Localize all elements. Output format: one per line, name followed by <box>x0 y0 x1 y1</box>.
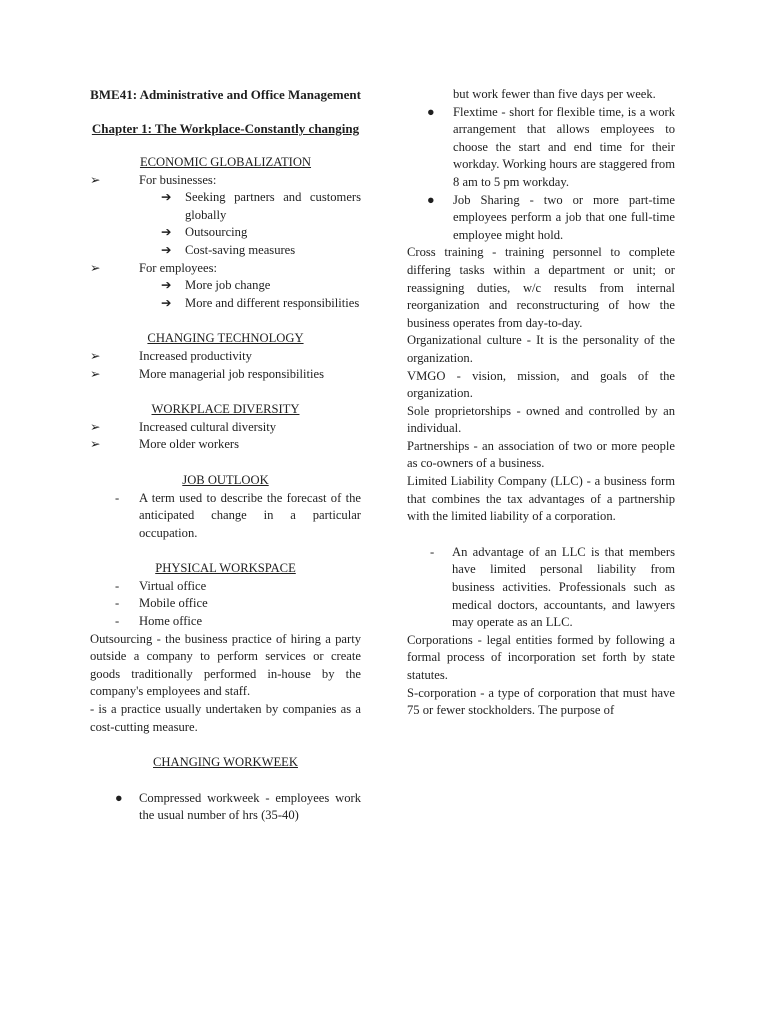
section-heading-job-outlook: JOB OUTLOOK <box>182 472 269 487</box>
corporations-definition: Corporations - legal entities formed by following a formal process of incorporation set forth by state statutes. <box>407 632 675 682</box>
list-item <box>407 192 675 245</box>
list-item <box>90 295 361 313</box>
arrow-bullet-icon: ➔ <box>161 225 172 240</box>
arrow-bullet-icon: ➔ <box>161 242 172 257</box>
list-item <box>90 172 361 190</box>
list-item-text: Seeking partners and customers globally <box>185 190 361 222</box>
list-item-text: A term used to describe the forecast of the anticipated change in a particular occupation. <box>139 490 361 540</box>
list-item-text: Compressed workweek - employees work the usual number of hrs (35-40) <box>139 790 361 823</box>
left-column <box>90 86 361 825</box>
list-item <box>90 242 361 260</box>
vmgo-definition: VMGO - vision, mission, and goals of the organization. <box>407 368 675 401</box>
list-item <box>90 613 361 631</box>
arrowhead-bullet-icon: ➢ <box>90 172 101 187</box>
dash-bullet-icon: - <box>115 490 120 505</box>
list-item-text: More job change <box>185 278 271 293</box>
dash-bullet-icon: - <box>430 544 435 559</box>
list-item <box>90 260 361 278</box>
list-item-text: Cost-saving measures <box>185 242 296 257</box>
list-item <box>90 419 361 437</box>
list-item-text: Increased cultural diversity <box>139 419 277 434</box>
list-item <box>90 189 361 224</box>
section-heading-workplace-diversity: WORKPLACE DIVERSITY <box>151 402 300 417</box>
chapter-title: Chapter 1: The Workplace-Constantly changing <box>91 121 360 136</box>
arrowhead-bullet-icon: ➢ <box>90 348 101 363</box>
cross-training-definition: Cross training - training personnel to complete differing tasks within a department or unit; or reassigning duties, w/c results from internal reorganization and reconstructuring of how the business operates from day-to-day. <box>407 245 675 330</box>
dash-bullet-icon: - <box>115 578 120 593</box>
sole-proprietorship-definition: Sole proprietorships - owned and controlled by an individual. <box>407 403 675 436</box>
dash-bullet-icon: - <box>115 614 120 629</box>
list-item <box>90 366 361 384</box>
list-item <box>90 595 361 613</box>
list-item-text: Outsourcing <box>185 225 248 240</box>
outsourcing-note: - is a practice usually undertaken by companies as a cost-cutting measure. <box>90 702 361 734</box>
list-item-text: For businesses: <box>139 172 217 187</box>
outsourcing-definition: Outsourcing - the business practice of hiring a party outside a company to perform services or create goods traditionally performed in-house by the company's employees and staff. <box>90 631 361 699</box>
list-item <box>90 490 361 543</box>
list-item <box>90 224 361 242</box>
section-heading-changing-workweek: CHANGING WORKWEEK <box>153 755 298 770</box>
list-item <box>90 348 361 366</box>
section-heading-economic-globalization: ECONOMIC GLOBALIZATION <box>139 155 312 169</box>
section-heading-physical-workspace: PHYSICAL WORKSPACE <box>155 561 296 576</box>
section-heading-changing-technology: CHANGING TECHNOLOGY <box>147 331 304 346</box>
list-item-text: Increased productivity <box>139 348 252 363</box>
partnerships-definition: Partnerships - an association of two or more people as co-owners of a business. <box>407 438 675 471</box>
right-column <box>407 86 675 720</box>
list-item-text: Flextime - short for flexible time, is a work arrangement that allows employees to choose the start and end time for their workday. Working hours are staggered from 8 am to 5 pm workday. <box>453 104 675 189</box>
list-item-text: More and different responsibilities <box>185 295 360 310</box>
bullet-icon: ● <box>427 192 435 207</box>
arrow-bullet-icon: ➔ <box>161 295 172 310</box>
list-item-continued <box>407 86 675 104</box>
list-item-text: Mobile office <box>139 596 208 611</box>
list-item-text: For employees: <box>139 260 217 275</box>
arrowhead-bullet-icon: ➢ <box>90 260 101 275</box>
list-item <box>90 790 361 825</box>
bullet-icon: ● <box>427 104 435 119</box>
course-title: BME41: Administrative and Office Management <box>90 87 361 102</box>
arrow-bullet-icon: ➔ <box>161 190 172 205</box>
list-item-text: Virtual office <box>139 578 207 593</box>
dash-bullet-icon: - <box>115 596 120 611</box>
list-item-text: More managerial job responsibilities <box>139 366 325 381</box>
list-item-text: More older workers <box>139 437 240 452</box>
arrowhead-bullet-icon: ➢ <box>90 437 101 452</box>
bullet-icon: ● <box>115 790 123 805</box>
list-item <box>407 104 675 192</box>
list-item-text: but work fewer than five days per week. <box>453 87 656 101</box>
list-item <box>407 544 675 632</box>
list-item <box>90 436 361 454</box>
list-item <box>90 277 361 295</box>
list-item-text: An advantage of an LLC is that members have limited personal liability from business activities. Professionals such as medical doctors, accountants, and lawyers may operate as an LLC. <box>452 544 675 630</box>
org-culture-definition: Organizational culture - It is the personality of the organization. <box>407 333 675 365</box>
list-item-text: Home office <box>139 614 203 629</box>
list-item-text: Job Sharing - two or more part-time employees perform a job that one full-time employee might hold. <box>453 192 675 242</box>
list-item <box>90 578 361 596</box>
s-corporation-definition: S-corporation - a type of corporation that must have 75 or fewer stockholders. The purpose of <box>407 685 675 718</box>
arrow-bullet-icon: ➔ <box>161 278 172 293</box>
arrowhead-bullet-icon: ➢ <box>90 419 101 434</box>
arrowhead-bullet-icon: ➢ <box>90 366 101 381</box>
llc-definition: Limited Liability Company (LLC) - a business form that combines the tax advantages of a partnership with the limited liability of a corporation. <box>407 474 675 524</box>
